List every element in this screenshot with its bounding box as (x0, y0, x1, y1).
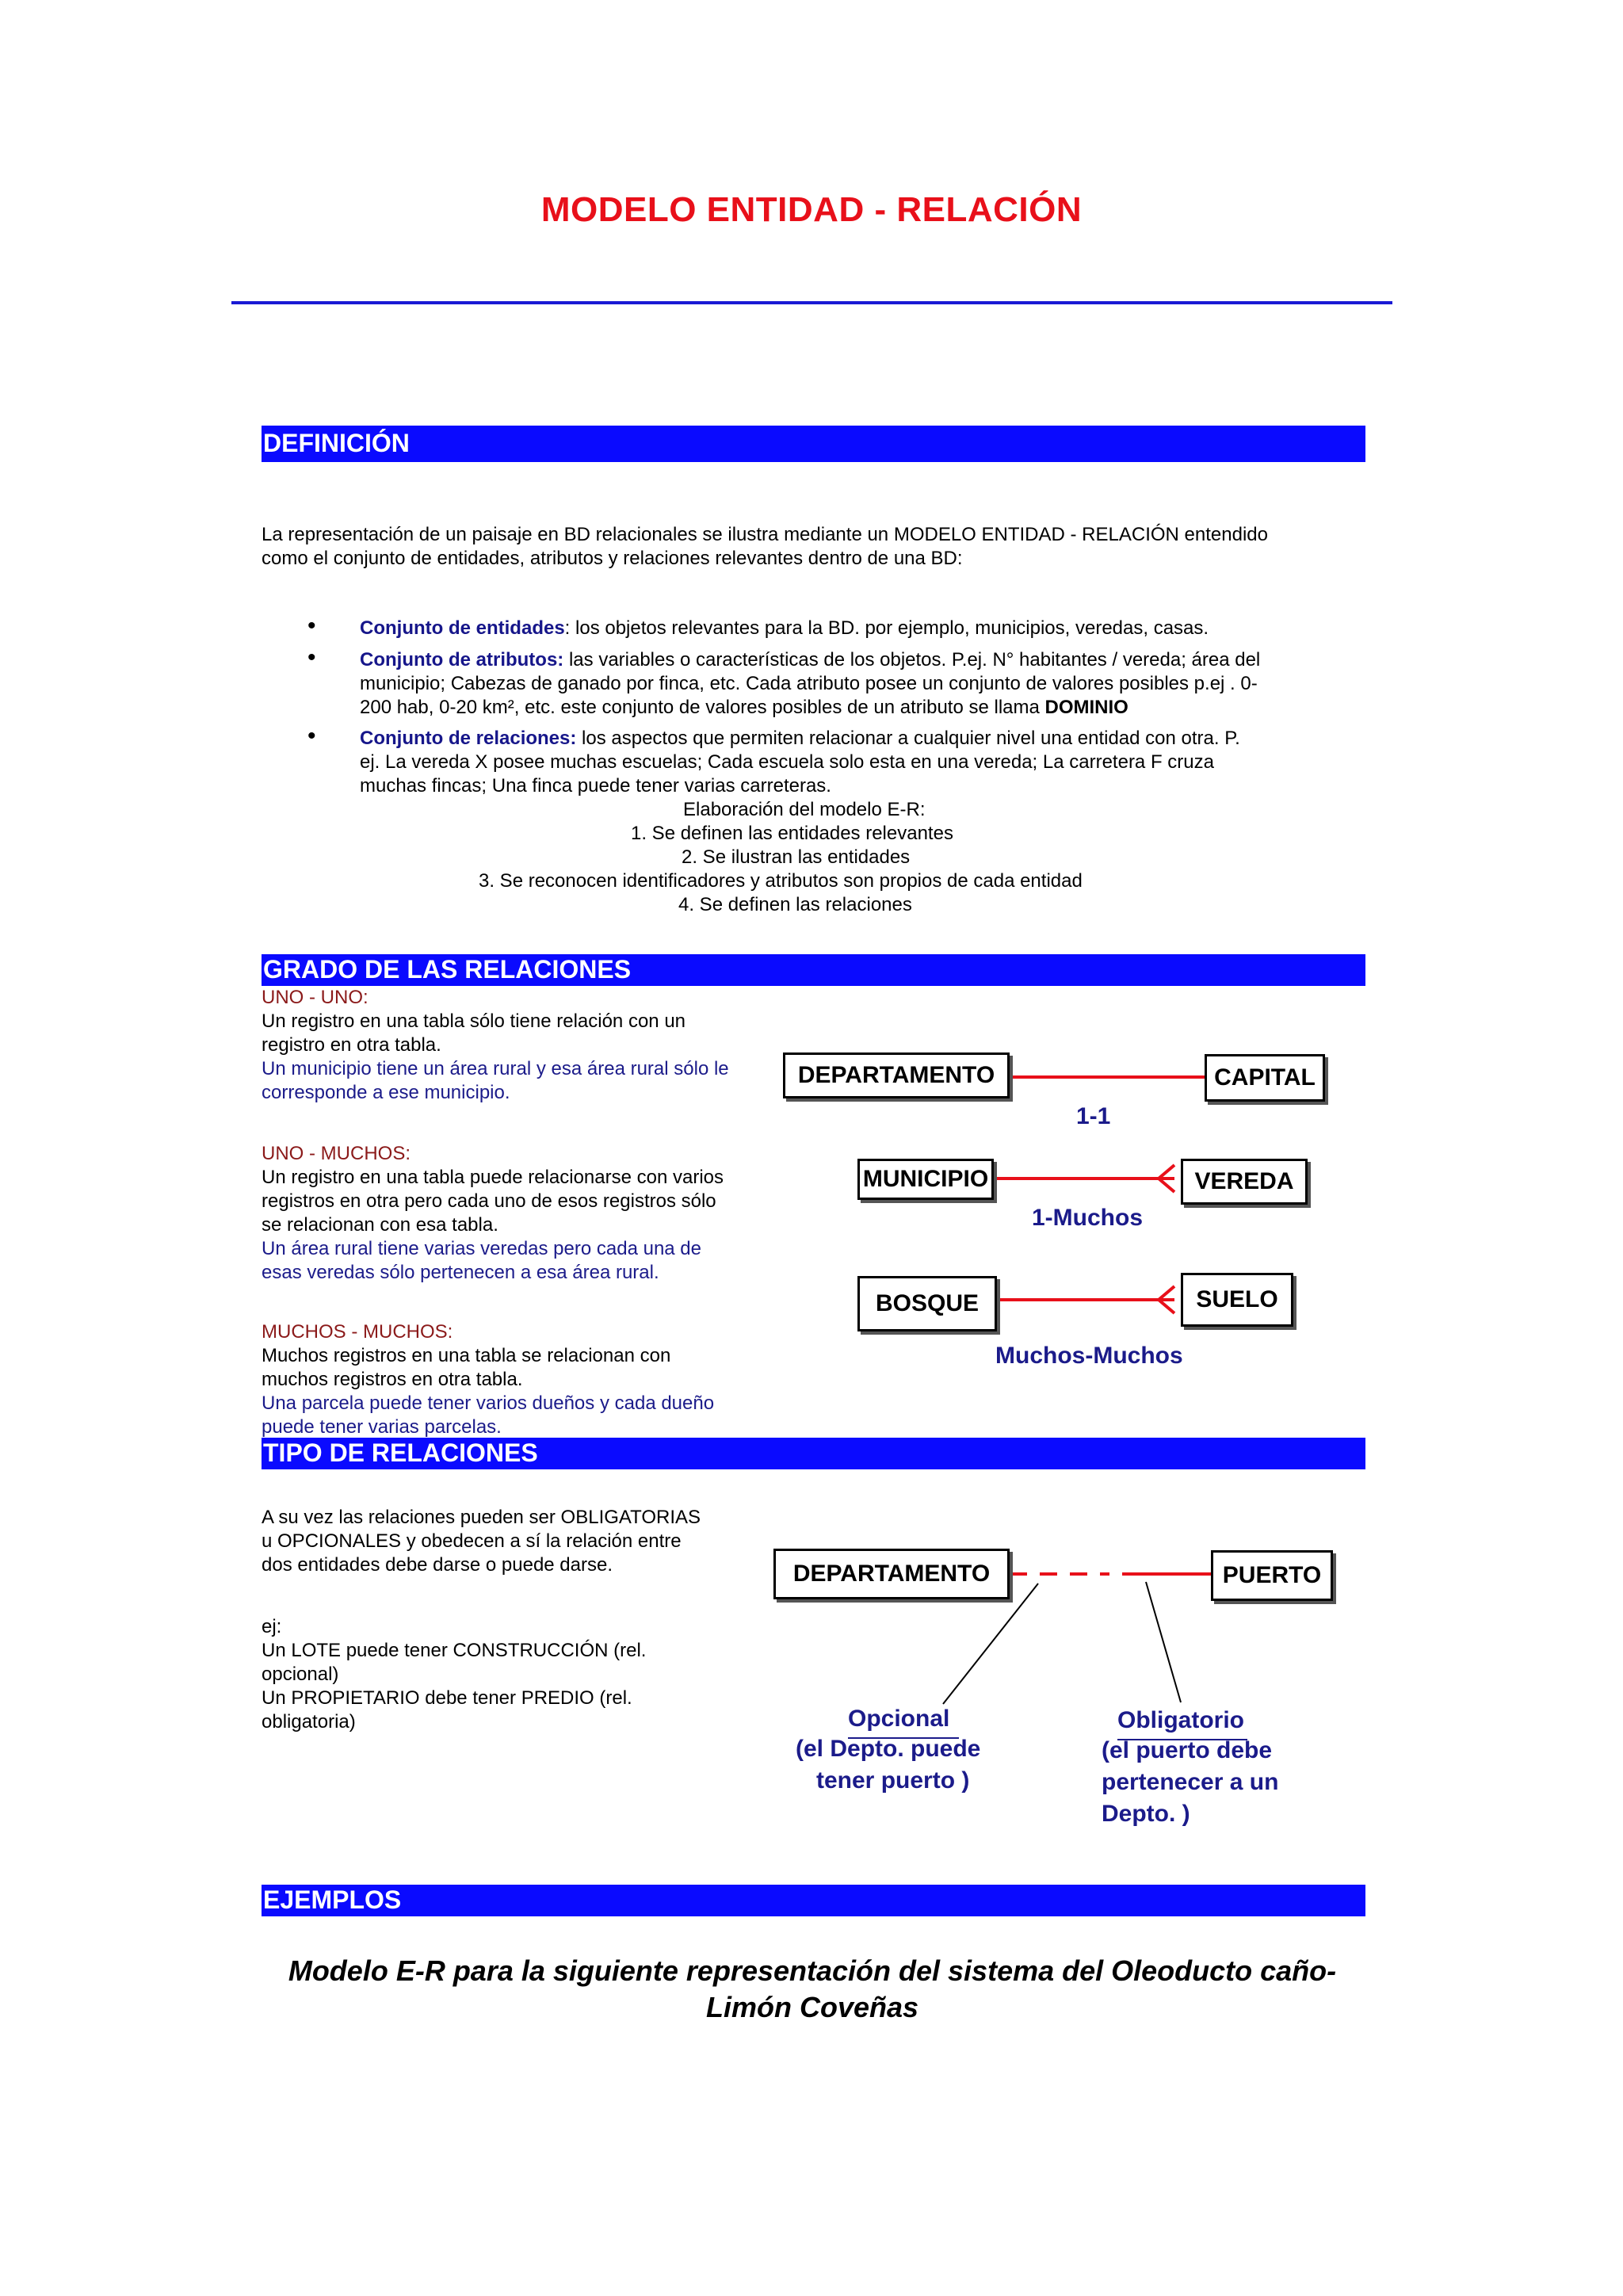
section-header-definicion: DEFINICIÓN (262, 426, 1365, 462)
label-one-to-many: 1-Muchos (1032, 1205, 1144, 1231)
bullet-entidades-heading: Conjunto de entidades (360, 617, 565, 639)
bullet-marker: • (307, 613, 316, 639)
bullet-atributos-line-1 (360, 648, 1260, 672)
entity-suelo: SUELO (1181, 1273, 1293, 1327)
uno-uno-example-1: Un municipio tiene un área rural y esa área rural sólo le (262, 1058, 729, 1079)
entity-bosque: BOSQUE (857, 1276, 997, 1331)
opcional-desc-1: (el Depto. puede (796, 1736, 981, 1762)
section-header-tipo: TIPO DE RELACIONES (262, 1438, 1365, 1469)
uno-uno-line-2: registro en otra tabla. (262, 1034, 441, 1056)
steps-title: Elaboración del modelo E-R: (683, 799, 926, 820)
uno-muchos-line-3: se relacionan con esa tabla. (262, 1214, 498, 1236)
tipo-line-2: u OPCIONALES y obedecen a sí la relación entre (262, 1530, 682, 1552)
callout-opcional (943, 1584, 1038, 1704)
entity-departamento: DEPARTAMENTO (773, 1549, 1010, 1599)
step-2: 2. Se ilustran las entidades (682, 846, 911, 868)
uno-uno-title: UNO - UNO: (262, 987, 369, 1008)
entity-departamento: DEPARTAMENTO (783, 1052, 1010, 1098)
tipo-example-label: ej: (262, 1616, 282, 1637)
bullet-entidades (360, 617, 1209, 640)
bullet-entidades-text: : los objetos relevantes para la BD. por ejemplo, municipios, veredas, casas. (564, 617, 1209, 639)
step-4: 4. Se definen las relaciones (678, 894, 912, 915)
uno-muchos-example-1: Un área rural tiene varias veredas pero cada una de (262, 1238, 701, 1259)
section-header-ejemplos: EJEMPLOS (262, 1885, 1365, 1916)
opcional-desc-2: tener puerto ) (816, 1767, 970, 1794)
section-header-grado: GRADO DE LAS RELACIONES (262, 954, 1365, 986)
bullet-relaciones-text: los aspectos que permiten relacionar a cualquier nivel una entidad con otra. P. (576, 728, 1240, 749)
relation-type-diagram (769, 1538, 1347, 1839)
tipo-example-1a: Un LOTE puede tener CONSTRUCCIÓN (rel. (262, 1640, 647, 1661)
page-title: MODELO ENTIDAD - RELACIÓN (540, 190, 1083, 229)
muchos-muchos-example-2: puede tener varias parcelas. (262, 1416, 502, 1438)
relation-degree-diagram (777, 1038, 1347, 1387)
label-many-to-many: Muchos-Muchos (995, 1343, 1183, 1369)
entity-municipio: MUNICIPIO (857, 1159, 994, 1200)
bullet-atributos-line-3-text: 200 hab, 0-20 km², etc. este conjunto de valores posibles de un atributo se llama (360, 697, 1045, 718)
label-obligatorio: Obligatorio (1117, 1707, 1244, 1733)
uno-uno-example-2: corresponde a ese municipio. (262, 1082, 510, 1103)
tipo-example-2b: obligatoria) (262, 1711, 356, 1733)
bullet-marker: • (307, 723, 316, 749)
bullet-relaciones-line-2: ej. La vereda X posee muchas escuelas; Cada escuela solo esta en una vereda; La carretera F cruza (360, 751, 1214, 773)
label-one-to-one: 1-1 (1076, 1103, 1111, 1129)
ejemplo-caption-line-1: Modelo E-R para la siguiente representación del sistema del Oleoducto caño- (288, 1954, 1337, 1987)
uno-muchos-line-2: registros en otra pero cada uno de esos registros sólo (262, 1190, 716, 1212)
muchos-muchos-example-1: Una parcela puede tener varios dueños y cada dueño (262, 1392, 715, 1414)
bullet-atributos-line-3 (360, 696, 1128, 720)
title-divider (231, 301, 1392, 304)
label-opcional: Opcional (848, 1706, 950, 1732)
tipo-line-1: A su vez las relaciones pueden ser OBLIGATORIAS (262, 1507, 701, 1528)
entity-vereda: VEREDA (1181, 1159, 1308, 1205)
muchos-muchos-line-2: muchos registros en otra tabla. (262, 1369, 523, 1390)
entity-capital: CAPITAL (1205, 1054, 1325, 1102)
ejemplo-caption-line-2: Limón Coveñas (705, 1991, 919, 2023)
uno-muchos-example-2: esas veredas sólo pertenecen a esa área rural. (262, 1262, 659, 1283)
entity-puerto: PUERTO (1211, 1550, 1333, 1601)
obligatorio-desc-3: Depto. ) (1102, 1801, 1190, 1827)
tipo-line-3: dos entidades debe darse o puede darse. (262, 1554, 613, 1576)
tipo-example-2a: Un PROPIETARIO debe tener PREDIO (rel. (262, 1687, 632, 1709)
uno-uno-line-1: Un registro en una tabla sólo tiene relación con un (262, 1010, 686, 1032)
ejemplo-caption (238, 1953, 1387, 2026)
step-1: 1. Se definen las entidades relevantes (631, 823, 953, 844)
bullet-atributos-line-2: municipio; Cabezas de ganado por finca, etc. Cada atributo posee un conjunto de valores posibles p.ej . 0- (360, 673, 1258, 694)
bullet-marker: • (307, 644, 316, 670)
obligatorio-desc-2: pertenecer a un (1102, 1769, 1279, 1795)
dominio-term: DOMINIO (1044, 697, 1128, 718)
callout-obligatorio (1146, 1582, 1181, 1702)
muchos-muchos-line-1: Muchos registros en una tabla se relacionan con (262, 1345, 671, 1366)
step-3: 3. Se reconocen identificadores y atributos son propios de cada entidad (479, 870, 1083, 892)
definicion-intro-line-1: La representación de un paisaje en BD relacionales se ilustra mediante un MODELO ENTIDAD - RELACIÓN entendido (262, 524, 1268, 545)
obligatorio-desc-1: (el puerto debe (1102, 1737, 1273, 1763)
bullet-relaciones-line-3: muchas fincas; Una finca puede tener varias carreteras. (360, 775, 831, 797)
uno-muchos-title: UNO - MUCHOS: (262, 1143, 411, 1164)
bullet-atributos-heading: Conjunto de atributos: (360, 649, 564, 670)
definicion-intro-line-2: como el conjunto de entidades, atributos y relaciones relevantes dentro de una BD: (262, 548, 963, 569)
tipo-example-1b: opcional) (262, 1664, 339, 1685)
bullet-relaciones-line-1 (360, 727, 1240, 751)
muchos-muchos-title: MUCHOS - MUCHOS: (262, 1321, 453, 1343)
bullet-atributos-text: las variables o características de los objetos. P.ej. N° habitantes / vereda; área del (563, 649, 1261, 670)
bullet-relaciones-heading: Conjunto de relaciones: (360, 728, 577, 749)
uno-muchos-line-1: Un registro en una tabla puede relacionarse con varios (262, 1167, 724, 1188)
